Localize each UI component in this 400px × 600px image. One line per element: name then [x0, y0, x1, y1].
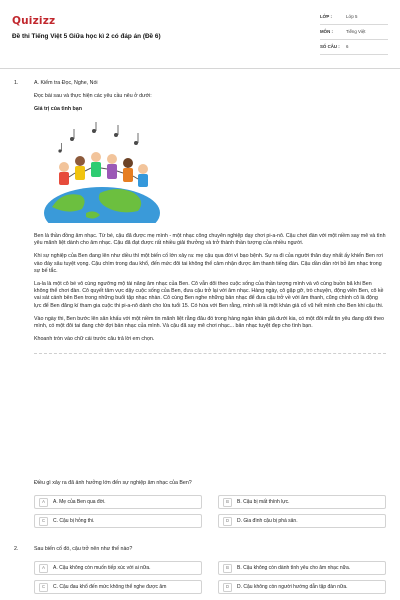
section-heading: A. Kiểm tra Đọc, Nghe, Nói — [34, 80, 98, 86]
option-text: D. Gia đình cậu bị phá sản. — [237, 517, 298, 524]
option-d[interactable] — [218, 580, 386, 594]
meta-key: LỚP : — [320, 13, 332, 19]
story-paragraph: Ben là thần đồng âm nhạc. Từ bé, cậu đã được mẹ mình - một nhạc công chuyên nghiệp dạy chơi pi-a-nô. Cậu chơi đàn với một niềm say mê và tình yêu mãnh liệt dành cho âm nhạc. Cậu đã đạt được rất nhiều giải thưởng và trở thành thần tượng của nhiều người. — [34, 233, 386, 247]
question-text: Điều gì xảy ra đã ảnh hưởng lớn đến sự nghiệp âm nhạc của Ben? — [34, 480, 192, 486]
option-text: A. Mẹ của Ben qua đời. — [53, 498, 106, 505]
worksheet-header — [12, 10, 388, 68]
option-letter: D — [223, 583, 232, 592]
header-divider — [0, 68, 400, 69]
question-body — [34, 474, 386, 528]
story-paragraph: Khi sự nghiệp của Ben đang lên như diều thì một biến cố lớn xảy ra: mẹ cậu qua đời vì bạo bệnh. Sự ra đi của người thân duy nhất ấy khiến Ben rơi vào đáy sâu tuyệt vọng. Cậu chìm trong đau khổ, đến mức đôi tai không thể cảm nhận được âm thanh tiếng đàn. Cậu dần dần rời bỏ âm nhạc trong sự bế tắc. — [34, 253, 383, 274]
question-body — [34, 546, 386, 594]
question-number: 2. — [14, 546, 19, 552]
option-c[interactable] — [34, 514, 202, 528]
option-d[interactable] — [218, 514, 386, 528]
quizizz-logo: Quizizz — [12, 15, 56, 27]
option-letter: B — [223, 564, 232, 573]
option-b[interactable] — [218, 495, 386, 509]
option-letter: C — [39, 517, 48, 526]
option-letter: D — [223, 517, 232, 526]
option-letter: A — [39, 564, 48, 573]
answer-options — [34, 561, 386, 594]
story-title: Giá trị của tình bạn — [34, 105, 82, 112]
children-on-globe-illustration — [42, 121, 162, 223]
meta-row-grade — [320, 10, 388, 25]
option-b[interactable] — [218, 561, 386, 575]
question-text: Sau biến cố đó, cậu trở nên như thế nào? — [34, 546, 133, 552]
separator — [34, 353, 386, 354]
option-letter: B — [223, 498, 232, 507]
option-text: C. Cậu đau khổ đến mức không thể nghe được âm — [53, 583, 167, 590]
option-text: A. Cậu không còn muốn tiếp xúc với ai nữa. — [53, 564, 151, 571]
meta-value: 6 — [346, 43, 349, 49]
option-a[interactable] — [34, 495, 202, 509]
meta-key: MÔN : — [320, 28, 333, 34]
option-text: C. Cậu bị hỏng thi. — [53, 517, 95, 524]
option-letter: C — [39, 583, 48, 592]
meta-row-subject — [320, 25, 388, 40]
story-paragraph: Vào ngày thi, Ben bước lên sân khấu với một niềm tin mãnh liệt rằng đâu đó trong hàng ngàn khán giả dưới kia, có một đôi mắt tin yêu đang dõi theo mình, có một đôi tai đang chờ đợi bản nhạc của mình. Và cậu đã say mê chơi nhạc... bản nhạc tuyệt đẹp cho tình bạn. — [34, 315, 384, 329]
story-paragraph: La-la là một cô bé vô cùng ngưỡng mộ tài năng âm nhạc của Ben. Cô vẫn dõi theo cuộc sống của thần tượng mình và vô cùng buồn bã khi Ben không thể chơi đàn. Cô quyết tâm vực dậy cuộc sống của Ben, đưa cậu trở lại với âm nhạc. Hàng ngày, cô gặp gỡ, trò chuyện, động viên Ben, cô kề vai sát cánh bên Ben trong những buổi tập nhạc nhàn. Cô cùng Ben nghe những bản nhạc để đưa cậu trở về với âm thanh, cũng chính cô là động lực để Ben đăng kí tham gia cuộc thi pi-a-nô dành cho lứa tuổi 15. Có hứa với Ben rằng, mình sẽ là một khán giả cổ vũ hết mình cho Ben khi cậu thi. — [34, 280, 384, 309]
question-number: 1. — [14, 80, 19, 86]
document-title: Đề thi Tiếng Việt 5 Giữa học kì 2 có đáp án (Đề 6) — [12, 33, 161, 40]
instruction-text: Đọc bài sau và thực hiện các yêu cầu nêu ở dưới: — [34, 92, 152, 99]
option-c[interactable] — [34, 580, 202, 594]
option-text: B. Cậu không còn dành tình yêu cho âm nhạc nữa. — [237, 564, 351, 571]
answer-options — [34, 495, 386, 528]
meta-key: SỐ CÂU : — [320, 43, 340, 49]
option-text: D. Cậu không còn người hướng dẫn tập đàn nữa. — [237, 583, 348, 590]
option-text: B. Cậu bị mất thính lực. — [237, 498, 290, 505]
question-body — [34, 80, 386, 364]
meta-table — [320, 10, 388, 55]
option-a[interactable] — [34, 561, 202, 575]
meta-row-question-count — [320, 40, 388, 55]
meta-value: Tiếng Việt — [346, 28, 366, 34]
answer-instruction: Khoanh tròn vào chữ cái trước câu trả lời em chọn. — [34, 335, 155, 342]
option-letter: A — [39, 498, 48, 507]
meta-value: Lớp 5 — [346, 13, 358, 19]
